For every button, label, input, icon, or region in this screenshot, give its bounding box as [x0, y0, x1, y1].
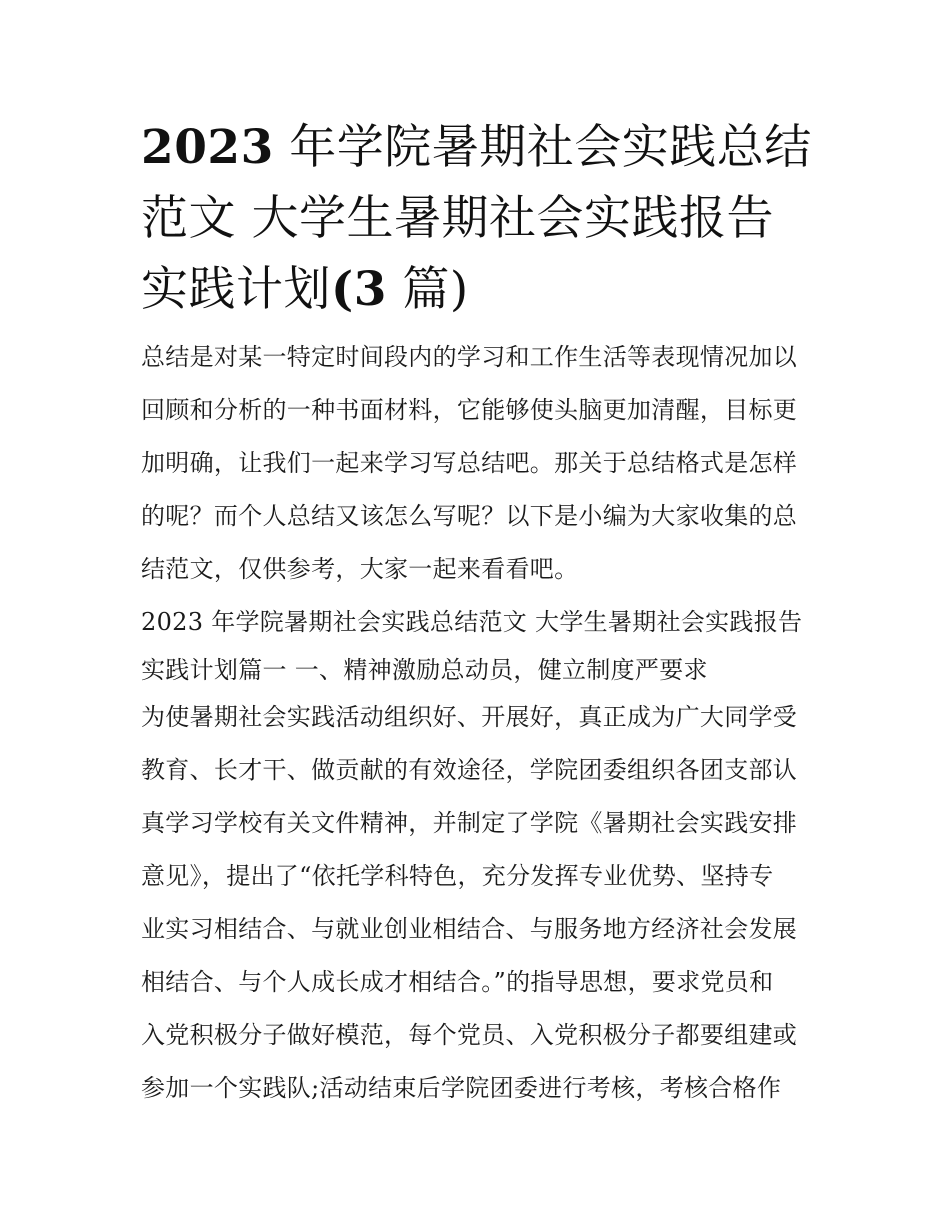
- title-line-2: 范文 大学生暑期社会实践报告: [141, 191, 774, 246]
- intro-paragraph: [141, 331, 813, 596]
- text-line: 的呢？而个人总结又该怎么写呢？以下是小编为大家收集的总: [141, 502, 798, 530]
- text-line: 真学习学校有关文件精神，并制定了学院《暑期社会实践安排: [141, 809, 798, 837]
- text-line: 为使暑期社会实践活动组织好、开展好，真正成为广大同学受: [141, 703, 798, 731]
- text-line: 参加一个实践队;活动结束后学院团委进行考核，考核合格作: [141, 1074, 782, 1102]
- text-line: 2023 年学院暑期社会实践总结范文 大学生暑期社会实践报告: [141, 608, 803, 636]
- document-body: [141, 331, 813, 1115]
- text-line: 加明确，让我们一起来学习写总结吧。那关于总结格式是怎样: [141, 449, 798, 477]
- title-line-3-text: 实践计划: [141, 262, 331, 317]
- title-count: (3: [331, 262, 387, 317]
- section-heading: [141, 596, 813, 691]
- title-line-3: [141, 254, 813, 325]
- document-page: [141, 112, 813, 1115]
- text-line: 回顾和分析的一种书面材料，它能够使头脑更加清醒，目标更: [141, 396, 798, 424]
- text-line: 业实习相结合、与就业创业相结合、与服务地方经济社会发展: [141, 915, 798, 943]
- title-line-3-end: 篇): [386, 262, 469, 317]
- text-line: 结范文，仅供参考，大家一起来看看吧。: [141, 555, 579, 583]
- text-line: 实践计划篇一 一、精神激励总动员，健立制度严要求: [141, 656, 708, 684]
- text-line: 教育、长才干、做贡献的有效途径，学院团委组织各团支部认: [141, 756, 798, 784]
- text-line: 意见》，提出了“依托学科特色，充分发挥专业优势、坚持专: [141, 862, 774, 890]
- title-line-1-text: 年学院暑期社会实践总结: [273, 120, 812, 175]
- text-line: 入党积极分子做好模范，每个党员、入党积极分子都要组建或: [141, 1021, 798, 1049]
- document-title: [141, 112, 813, 325]
- text-line: 总结是对某一特定时间段内的学习和工作生活等表现情况加以: [141, 343, 798, 371]
- text-line: 相结合、与个人成长成才相结合。”的指导思想，要求党员和: [141, 968, 774, 996]
- section-1-paragraph: [141, 691, 813, 1115]
- title-line-1: [141, 112, 813, 183]
- title-year: 2023: [141, 120, 274, 175]
